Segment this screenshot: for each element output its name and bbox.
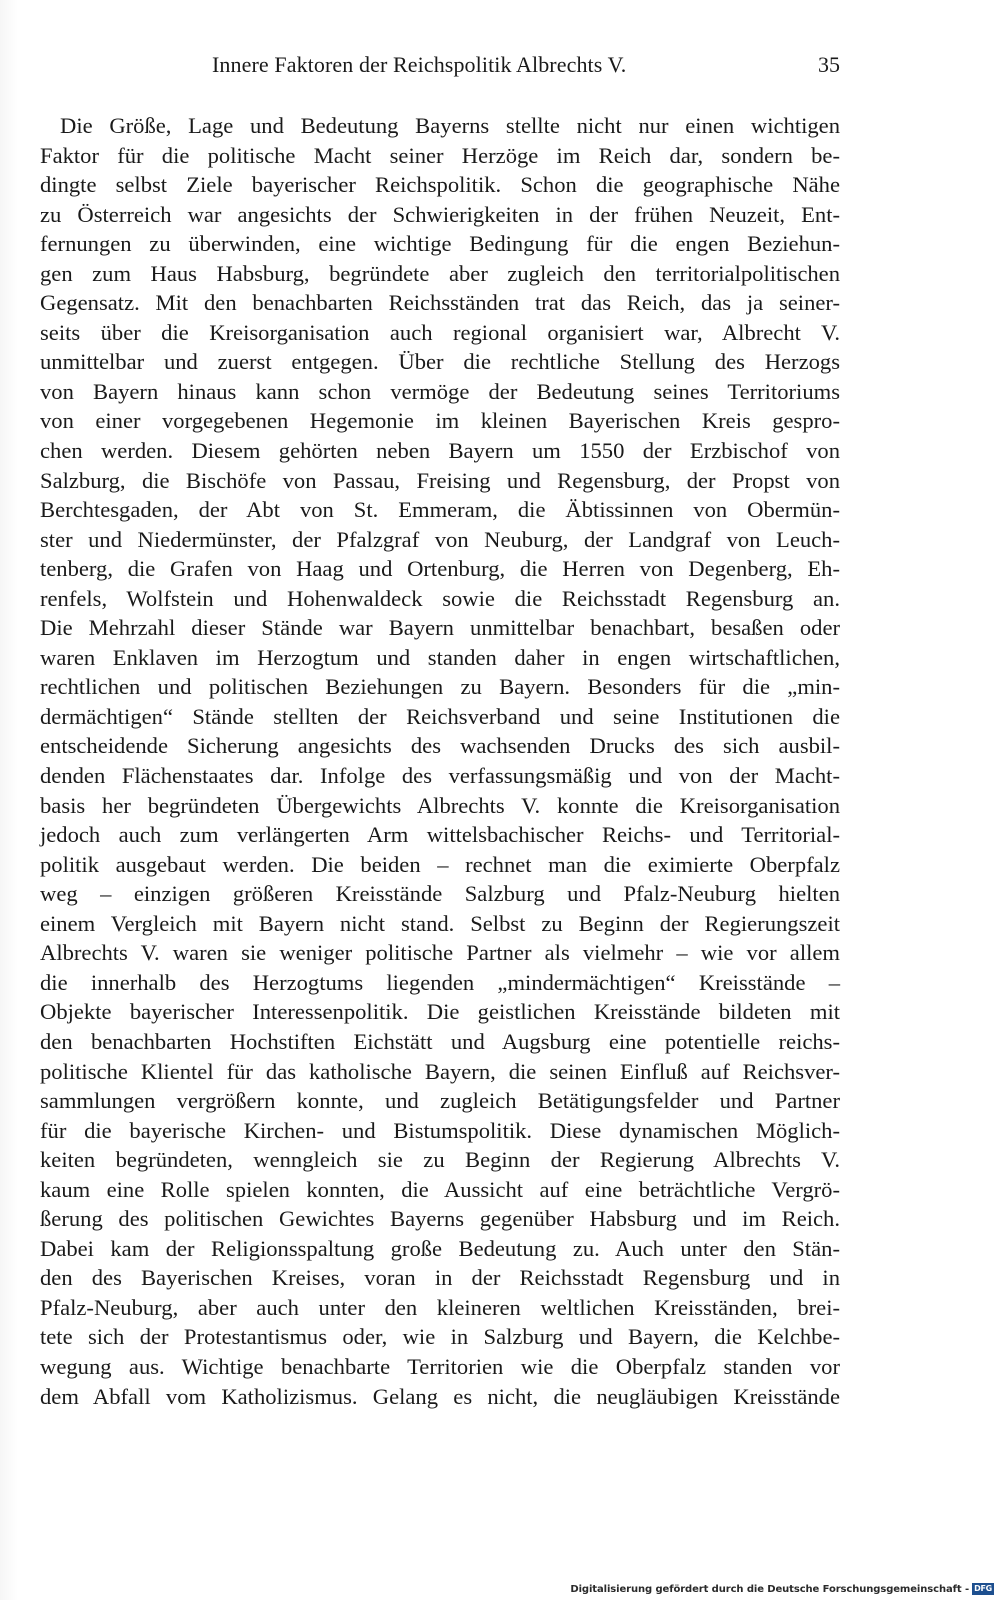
text-line: Gegensatz. Mit den benachbarten Reichsständen trat das Reich, das ja seiner- bbox=[40, 290, 840, 316]
text-line: Faktor für die politische Macht seiner Herzöge im Reich dar, sondern be- bbox=[40, 142, 840, 168]
text-line: dermächtigen“ Stände stellten der Reichsverband und seine Institutionen die bbox=[40, 703, 840, 729]
text-line: Berchtesgaden, der Abt von St. Emmeram, die Äbtissinnen von Obermün- bbox=[40, 497, 840, 523]
text-line: zu Österreich war angesichts der Schwierigkeiten in der frühen Neuzeit, Ent- bbox=[40, 201, 840, 227]
text-line: waren Enklaven im Herzogtum und standen daher in engen wirtschaftlichen, bbox=[40, 644, 840, 670]
text-line: tenberg, die Grafen von Haag und Ortenburg, die Herren von Degenberg, Eh- bbox=[40, 556, 840, 582]
text-line: den des Bayerischen Kreises, voran in der Reichsstadt Regensburg und in bbox=[40, 1265, 840, 1291]
text-line: von Bayern hinaus kann schon vermöge der Bedeutung seines Territoriums bbox=[40, 378, 840, 404]
text-line: ster und Niedermünster, der Pfalzgraf von Neuburg, der Landgraf von Leuch- bbox=[40, 526, 840, 552]
dfg-logo-icon: DFG bbox=[972, 1583, 994, 1595]
text-line: Die Mehrzahl dieser Stände war Bayern unmittelbar benachbart, besaßen oder bbox=[40, 615, 840, 641]
text-line: chen werden. Diesem gehörten neben Bayern um 1550 der Erzbischof von bbox=[40, 438, 840, 464]
text-line: entscheidende Sicherung angesichts des wachsenden Drucks des sich ausbil- bbox=[40, 733, 840, 759]
text-line: dem Abfall vom Katholizismus. Gelang es nicht, die neugläubigen Kreisstände bbox=[40, 1383, 840, 1409]
text-line: rechtlichen und politischen Beziehungen zu Bayern. Besonders für die „min- bbox=[40, 674, 840, 700]
text-line: ßerung des politischen Gewichtes Bayerns gegenüber Habsburg und im Reich. bbox=[40, 1206, 840, 1232]
text-line: Albrechts V. waren sie weniger politische Partner als vielmehr – wie vor allem bbox=[40, 940, 840, 966]
text-line: kaum eine Rolle spielen konnten, die Aussicht auf eine beträchtliche Vergrö- bbox=[40, 1176, 840, 1202]
text-line: seits über die Kreisorganisation auch regional organisiert war, Albrecht V. bbox=[40, 319, 840, 345]
text-line: sammlungen vergrößern konnte, und zugleich Betätigungsfelder und Partner bbox=[40, 1088, 840, 1114]
text-line: Pfalz-Neuburg, aber auch unter den kleineren weltlichen Kreisständen, brei- bbox=[40, 1294, 840, 1320]
text-line: Salzburg, die Bischöfe von Passau, Freising und Regensburg, der Propst von bbox=[40, 467, 840, 493]
text-line: basis her begründeten Übergewichts Albrechts V. konnte die Kreisorganisation bbox=[40, 792, 840, 818]
text-line: dingte selbst Ziele bayerischer Reichspolitik. Schon die geographische Nähe bbox=[40, 172, 840, 198]
text-line: politische Klientel für das katholische Bayern, die seinen Einfluß auf Reichsver- bbox=[40, 1058, 840, 1084]
text-line: gen zum Haus Habsburg, begründete aber zugleich den territorialpolitischen bbox=[40, 260, 840, 286]
text-line: tete sich der Protestantismus oder, wie in Salzburg und Bayern, die Kelchbe- bbox=[40, 1324, 840, 1350]
text-line: weg – einzigen größeren Kreisstände Salzburg und Pfalz-Neuburg hielten bbox=[40, 881, 840, 907]
footer-credit: Digitalisierung gefördert durch die Deutsche Forschungsgemeinschaft - bbox=[570, 1583, 969, 1595]
text-line: denden Flächenstaates dar. Infolge des verfassungsmäßig und von der Macht- bbox=[40, 763, 840, 789]
body-text bbox=[40, 111, 840, 1411]
text-line: wegung aus. Wichtige benachbarte Territorien wie die Oberpfalz standen vor bbox=[40, 1353, 840, 1379]
text-line: keiten begründeten, wenngleich sie zu Beginn der Regierung Albrechts V. bbox=[40, 1147, 840, 1173]
running-title: Innere Faktoren der Reichspolitik Albrechts V. bbox=[212, 52, 627, 77]
text-line: politik ausgebaut werden. Die beiden – rechnet man die eximierte Oberpfalz bbox=[40, 851, 840, 877]
text-line: fernungen zu überwinden, eine wichtige Bedingung für die engen Beziehun- bbox=[40, 231, 840, 257]
text-line: den benachbarten Hochstiften Eichstätt und Augsburg eine potentielle reichs- bbox=[40, 1028, 840, 1054]
text-line: Die Größe, Lage und Bedeutung Bayerns stellte nicht nur einen wichtigen bbox=[60, 113, 840, 138]
text-line: einem Vergleich mit Bayern nicht stand. Selbst zu Beginn der Regierungszeit bbox=[40, 910, 840, 936]
text-line: für die bayerische Kirchen- und Bistumspolitik. Diese dynamischen Möglich- bbox=[40, 1117, 840, 1143]
text-line: unmittelbar und zuerst entgegen. Über die rechtliche Stellung des Herzogs bbox=[40, 349, 840, 375]
text-line: die innerhalb des Herzogtums liegenden „mindermächtigen“ Kreisstände – bbox=[40, 969, 840, 995]
running-header bbox=[40, 50, 840, 80]
page-number: 35 bbox=[818, 52, 840, 77]
text-line: jedoch auch zum verlängerten Arm wittelsbachischer Reichs- und Territorial- bbox=[40, 822, 840, 848]
text-line: Objekte bayerischer Interessenpolitik. Die geistlichen Kreisstände bildeten mit bbox=[40, 999, 840, 1025]
text-line: renfels, Wolfstein und Hohenwaldeck sowie die Reichsstadt Regensburg an. bbox=[40, 585, 840, 611]
text-line: von einer vorgegebenen Hegemonie im kleinen Bayerischen Kreis gespro- bbox=[40, 408, 840, 434]
text-line: Dabei kam der Religionsspaltung große Bedeutung zu. Auch unter den Stän- bbox=[40, 1235, 840, 1261]
digitization-footer bbox=[570, 1581, 994, 1597]
